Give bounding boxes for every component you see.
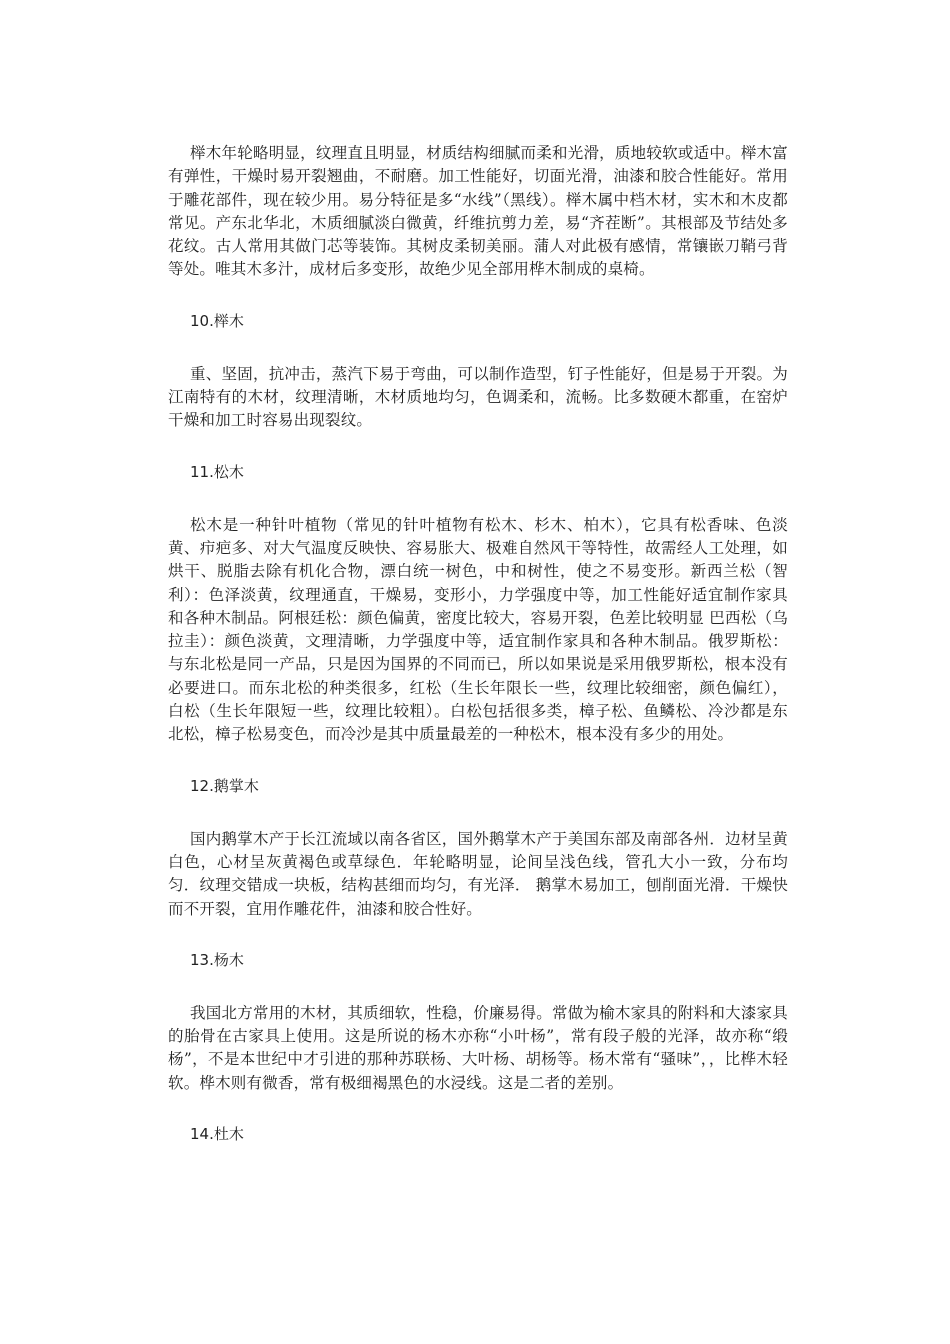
spacer (168, 282, 788, 310)
spacer (168, 332, 788, 363)
intro-paragraph: 榉木年轮略明显，纹理直且明显，材质结构细腻而柔和光滑，质地较软或适中。榉木富有弹性，干燥时易开裂翘曲，不耐磨。加工性能好，切面光滑，油漆和胶合性能好。常用于雕花部件，现在较少用。易分特征是多“水线”（黑线）。榉木属中档木材，实木和木皮都常见。产东北华北，木质细腻淡白微黄，纤维抗剪力差，易“齐茬断”。其根部及节结处多花纹。古人常用其做门芯等装饰。其树皮柔韧美丽。蒲人对此极有感情，常镶嵌刀鞘弓背等处。唯其木多汁，成材后多变形，故绝少见全部用桦木制成的桌椅。 (168, 144, 788, 279)
section-heading-13: 13.杨木 (190, 950, 244, 969)
section-heading-12: 12.鹅掌木 (190, 776, 259, 795)
spacer (168, 1095, 788, 1123)
section-heading-14: 14.杜木 (190, 1125, 244, 1144)
spacer (168, 483, 788, 514)
spacer (168, 797, 788, 828)
document-page (168, 142, 788, 1145)
section-paragraph-13: 我国北方常用的木材，其质细软，性稳，价廉易得。常做为榆木家具的附料和大漆家具的胎骨在古家具上使用。这是所说的杨木亦称“小叶杨”，常有段子般的光泽，故亦称“缎杨”，不是本世纪中才引进的那种苏联杨、大叶杨、胡杨等。杨木常有“骚味”，，比桦木轻软。桦木则有微香，常有极细褐黑色的水浸线。这是二者的差别。 (168, 1003, 788, 1092)
spacer (168, 921, 788, 949)
section-paragraph-11: 松木是一种针叶植物（常见的针叶植物有松木、杉木、柏木），它具有松香味、色淡黄、疖疤多、对大气温度反映快、容易胀大、极难自然风干等特性，故需经人工处理，如烘干、脱脂去除有机化合物，漂白统一树色，中和树性，使之不易变形。新西兰松（智利）：色泽淡黄，纹理通直，干燥易，变形小，力学强度中等，加工性能好适宜制作家具和各种木制品。阿根廷松：颜色偏黄，密度比较大，容易开裂，色差比较明显 巴西松（乌拉圭）：颜色淡黄，文理清晰，力学强度中等，适宜制作家具和各种木制品。俄罗斯松：与东北松是同一产品，只是因为国界的不同而已，所以如果说是采用俄罗斯松，根本没有必要进口。而东北松的种类很多，红松（生长年限长一些，纹理比较细密，颜色偏红），白松（生长年限短一些，纹理比较粗）。白松包括很多类，樟子松、鱼鳞松、冷沙都是东北松，樟子松易变色，而冷沙是其中质量最差的一种松木，根本没有多少的用处。 (168, 515, 788, 744)
section-heading-11: 11.松木 (190, 462, 244, 481)
section-paragraph-12: 国内鹅掌木产于长江流域以南各省区，国外鹅掌木产于美国东部及南部各州．边材呈黄白色，心材呈灰黄褐色或草绿色．年轮略明显，论间呈浅色线，管孔大小一致，分布均匀．纹理交错成一块板，结构甚细而均匀，有光泽． 鹅掌木易加工，刨削面光滑．干燥快而不开裂，宜用作雕花件，油漆和胶合性好。 (168, 829, 788, 918)
spacer (168, 747, 788, 775)
section-heading-10: 10.榉木 (190, 311, 244, 330)
spacer (168, 971, 788, 1002)
section-paragraph-10: 重、坚固，抗冲击，蒸汽下易于弯曲，可以制作造型，钉子性能好，但是易于开裂。为江南特有的木材，纹理清晰，木材质地均匀，色调柔和，流畅。比多数硬木都重，在窑炉干燥和加工时容易出现裂纹。 (168, 364, 788, 430)
spacer (168, 433, 788, 461)
